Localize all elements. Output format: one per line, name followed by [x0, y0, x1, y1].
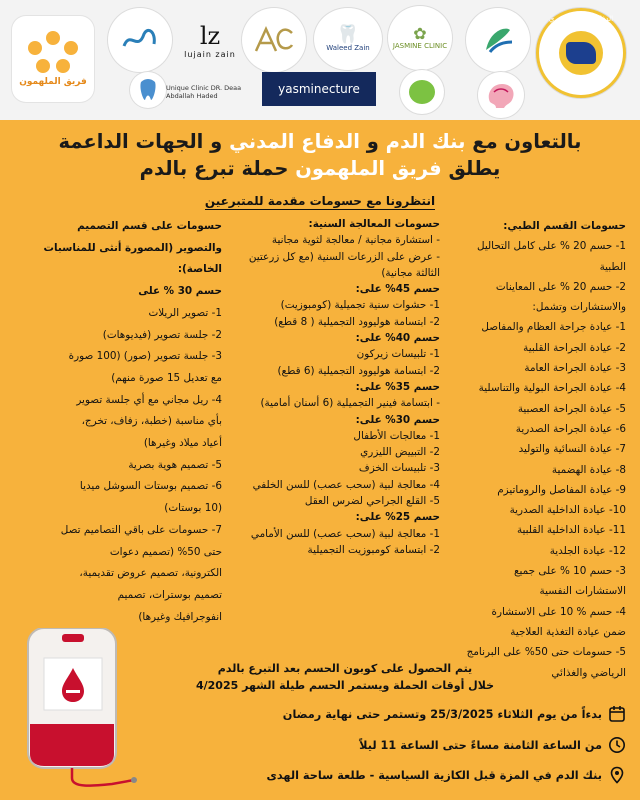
brain-logo [478, 72, 524, 118]
title-line-2: يطلق فريق الملهمون حملة تبرع بالدم [139, 157, 501, 180]
blood-bank-highlight: بنك الدم [385, 130, 466, 153]
dental-line: 3- تلبيسات الخزف [358, 462, 440, 475]
design-line: 6- تصميم بوستات السوشل ميديا [79, 480, 222, 493]
clock-icon [608, 736, 626, 754]
dental-line: 5- القلع الجراحي لضرس العقل [304, 495, 440, 508]
medical-line: 3- حسم 10 % على جميع [513, 565, 626, 578]
dental-line: الثالثة مجانية) [381, 266, 440, 279]
medical-line: الاستشارات النفسية [539, 585, 626, 598]
apple-logo [400, 70, 444, 114]
dental-line: 2- ابتسامة هوليوود التجميلية (6 قطع) [277, 364, 440, 377]
dental-line: 2- ابتسامة كومبوزيت التجميلية [307, 543, 440, 556]
design-discounts-column [10, 216, 222, 628]
dental-line: 1- معالجة لبية (سحب عصب) للسن الأمامي [250, 527, 440, 540]
design-line: 4- ريل مجاني مع أي جلسة تصوير [76, 393, 222, 406]
location-pin-icon [608, 766, 626, 784]
mulhamoon-team-logo: فريق الملهمون [12, 16, 94, 102]
dental-line: 1- تلبيسات زيركون [356, 348, 440, 361]
medical-line: 4- عيادة الجراحة البولية والتناسلية [478, 382, 626, 395]
team-name-highlight: فريق الملهمون [295, 157, 442, 180]
medical-line: 9- عيادة المفاصل والروماتيزم [497, 483, 626, 496]
design-line: حتى 50% (تصميم دعوات [109, 545, 222, 558]
design-line: 5- تصميم هوية بصرية [128, 458, 222, 471]
dental-line: 2- ابتسامة هوليوود التجميلية ( 8 قطع) [274, 315, 440, 328]
unique-clinic-label: Unique Clinic DR. Deaa Abdallah Haded [166, 84, 242, 100]
dental-line: حسم 25% على: [355, 511, 440, 524]
design-line: أعياد ميلاد وغيرها) [143, 437, 222, 450]
design-line: 2- جلسة تصوير (فيديوهات) [102, 328, 222, 341]
design-line: انفوجرافيك وغيرها) [138, 610, 222, 623]
calligraphy-logo [108, 8, 172, 72]
design-line: الكترونية، تصميم عروض تقديمية، [79, 567, 222, 580]
design-line: 3- جلسة تصوير (صور) (100 صورة [68, 350, 222, 363]
design-line: تصميم بوسترات، تصميم [117, 588, 222, 601]
calendar-icon [608, 705, 626, 723]
ac-logo [242, 8, 306, 72]
dental-line: - ابتسامة فينير التجميلية (6 أسنان أمامية) [260, 397, 440, 410]
medical-line: 10- عيادة الداخلية الصدرية [509, 504, 626, 517]
design-line: (10 بوستات) [164, 502, 222, 515]
medical-line: 8- عيادة الهضمية [551, 463, 626, 476]
medical-line: الرياضي والغذائي [551, 666, 626, 679]
civil-defense-logo: الدفاع المدني السوري [536, 8, 626, 98]
dental-line: حسم 35% على: [355, 380, 440, 393]
medical-line: والاستشارات وتشمل: [532, 301, 626, 314]
dental-line: حسم 40% على: [355, 332, 440, 345]
medical-line: 2- عيادة الجراحة القلبية [523, 341, 626, 354]
dental-line: حسم 30% على: [355, 413, 440, 426]
medical-line: 7- عيادة النسائية والتوليد [518, 443, 626, 456]
location-info: بنك الدم في المزة قبل الكازية السياسية - طلعة ساحة الهدى [206, 766, 626, 784]
unique-clinic-logo [130, 72, 166, 108]
medical-line: 12- عيادة الجلدية [549, 544, 626, 557]
design-line: بأي مناسبة (خطبة، زفاف، تخرج، [81, 415, 222, 428]
dental-line: 1- معالجات الأطفال [353, 429, 440, 442]
medical-line: ضمن عيادة التغذية العلاجية [510, 625, 626, 638]
design-line: 7- حسومات على باقي التصاميم تصل [60, 523, 222, 536]
date-info: بدءاً من يوم الثلاثاء 25/3/2025 وتستمر حتى نهاية رمضان [206, 705, 626, 723]
page-title [20, 128, 620, 182]
design-line: 1- تصوير الريلات [148, 306, 222, 319]
dental-line: - عرض على الزرعات السنية (مع كل زرعتين [248, 250, 440, 263]
partner-logos-band [0, 0, 640, 120]
medical-line: 1- عيادة جراحة العظام والمفاصل [481, 321, 626, 334]
dental-discounts-column [228, 216, 440, 558]
dental-line: 4- معالجة لبية (سحب عصب) للسن الخلفي [252, 478, 440, 491]
medical-line: 5- عيادة الجراحة العصبية [517, 402, 626, 415]
lujain-zain-logo: lz lujain zain [184, 21, 236, 59]
medical-line: 1- حسم 20 % على كامل التحاليل [477, 240, 626, 253]
medical-line: 6- عيادة الجراحة الصدرية [515, 422, 626, 435]
design-line: مع تعديل 15 صورة منهم) [111, 371, 222, 384]
design-line: حسم 30 % على [138, 285, 222, 298]
design-heading-2: والتصوير (المصورة أنثى للمناسبات [43, 241, 222, 254]
medical-line: 4- حسم % 10 على الاستشارة [491, 605, 626, 618]
coupon-note: يتم الحصول على كوبون الحسم بعد التبرع بالدم خلال أوقات الحملة ويستمر الحسم طيلة الشهر 4/2025 [195, 662, 494, 692]
yasminecture-logo: yasminecture [262, 72, 376, 106]
waleed-zain-dental-logo: 🦷 Waleed Zain [314, 8, 382, 70]
medical-line: 3- عيادة الجراحة العامة [524, 362, 626, 375]
civil-defense-highlight: الدفاع المدني [229, 130, 360, 153]
title-line-1: بالتعاون مع بنك الدم و الدفاع المدني و الجهات الداعمة [58, 130, 582, 153]
medical-association-logo [466, 8, 530, 72]
dental-line: 2- التبييض الليزري [360, 446, 440, 459]
medical-line: 11- عيادة الداخلية القلبية [516, 524, 626, 537]
dental-line: - استشارة مجانية / معالجة لثوية مجانية [271, 234, 440, 247]
discounts-subtitle: انتظرونا مع حسومات مقدمة للمتبرعين [204, 194, 436, 208]
medical-line: 2- حسم 20 % على المعاينات [495, 280, 626, 293]
medical-heading: حسومات القسم الطبي: [503, 220, 626, 232]
medical-line: 5- حسومات حتى 50% على البرنامج [466, 646, 626, 659]
design-heading-1: حسومات على قسم التصميم [77, 220, 222, 232]
time-info: من الساعة الثامنة مساءً حتى الساعة 11 ليلاً [206, 736, 626, 754]
dental-line: 1- حشوات سنية تجميلية (كومبوزيت) [280, 299, 440, 312]
blood-bag-icon [22, 628, 142, 794]
medical-discounts-column [436, 216, 626, 683]
dental-heading: حسومات المعالجة السنية: [308, 218, 440, 230]
jasmine-clinic-logo: ✿ JASMINE CLINIC [388, 6, 452, 70]
dental-line: حسم 45% على: [355, 283, 440, 296]
design-heading-3: الخاصة): [177, 263, 222, 276]
medical-line: الطبية [599, 260, 626, 273]
